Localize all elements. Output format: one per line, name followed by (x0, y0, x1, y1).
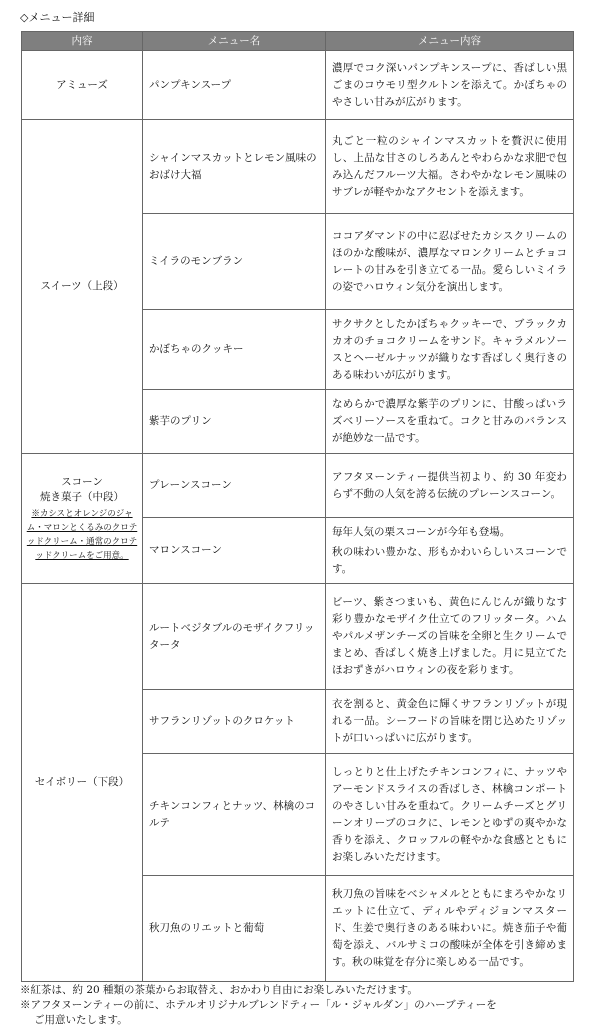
menu-name: 紫芋のプリン (143, 390, 326, 454)
column-header-menu-description: メニュー内容 (326, 32, 574, 51)
menu-name: パンプキンスープ (143, 51, 326, 120)
menu-description: ココアダマンドの中に忍ばせたカシスクリームのほのかな酸味が、濃厚なマロンクリームとチョコレートの甘みを引き立てる一品。愛らしいミイラの姿でハロウィン気分を演出します。 (326, 214, 574, 310)
table-row (22, 584, 574, 690)
menu-name: チキンコンフィとナッツ、林檎のコルテ (143, 754, 326, 876)
menu-description: しっとりと仕上げたチキンコンフィに、ナッツやアーモンドスライスの香ばしさ、林檎コンポートのやさしい甘みを重ねて。クリームチーズとグリーンオリーブのコクに、レモンとゆずの爽やかな香りを添え、クロッフルの軽やかな食感とともにお楽しみいただけます。 (326, 754, 574, 876)
menu-name: サフランリゾットのクロケット (143, 690, 326, 754)
table-row (22, 120, 574, 214)
footnote-tea: ※紅茶は、約 20 種類の茶葉からお取替え、おかわり自由にお楽しみいただけます。 (20, 984, 418, 996)
footnote-herbal-tea: ※アフタヌーンティーの前に、ホテルオリジナルブレンドティー「ル・ジャルダン」のハーブティーを (20, 999, 497, 1011)
category-scones (22, 454, 143, 584)
category-savory: セイボリー（下段） (22, 584, 143, 982)
category-sweets: スイーツ（上段） (22, 120, 143, 454)
menu-description: 丸ごと一粒のシャインマスカットを贅沢に使用し、上品な甘さのしろあんとやわらかな求肥で包み込んだフルーツ大福。さわやかなレモン風味のサブレが軽やかなアクセントを添えます。 (326, 120, 574, 214)
category-amuse: アミューズ (22, 51, 143, 120)
menu-name: プレーンスコーン (143, 454, 326, 518)
menu-description-line: 毎年人気の栗スコーンが今年も登場。 (332, 525, 511, 538)
menu-detail-table (21, 31, 574, 982)
menu-name: ルートベジタブルのモザイクフリッタータ (143, 584, 326, 690)
menu-name: 秋刀魚のリエットと葡萄 (143, 876, 326, 982)
menu-description: ビーツ、紫さつまいも、黄色にんじんが織りなす彩り豊かなモザイク仕立てのフリッタータ。ハムやパルメザンチーズの旨味を全卵と生クリームでまとめ、香ばしく焼き上げました。月に見立てたほおずきがハロウィンの夜を彩ります。 (326, 584, 574, 690)
category-scones-line1: スコーン (61, 475, 103, 488)
table-row (22, 454, 574, 518)
column-header-menu-name: メニュー名 (143, 32, 326, 51)
table-row (22, 51, 574, 120)
table-header-row (22, 32, 574, 51)
page-heading: ◇メニュー詳細 (20, 11, 95, 24)
menu-name: シャインマスカットとレモン風味のおばけ大福 (143, 120, 326, 214)
menu-description (326, 518, 574, 584)
menu-description-line: 秋の味わい豊かな、形もかわいらしいスコーンです。 (332, 545, 567, 575)
category-scones-line2: 焼き菓子（中段） (40, 490, 124, 503)
menu-description: 衣を割ると、黄金色に輝くサフランリゾットが現れる一品。シーフードの旨味を閉じ込めたリゾットが口いっぱいに広がります。 (326, 690, 574, 754)
menu-name: かぼちゃのクッキー (143, 310, 326, 390)
category-scones-note: ※カシスとオレンジのジャム・マロンとくるみのクロテッドクリーム・通常のクロテッドクリームをご用意。 (26, 508, 138, 561)
menu-description: アフタヌーンティー提供当初より、約 30 年変わらず不動の人気を誇る伝統のプレーンスコーン。 (326, 454, 574, 518)
menu-description: 秋刀魚の旨味をベシャメルとともにまろやかなリエットに仕立て、ディルやディジョンマスタード、生姜で奥行きのある味わいに。焼き茄子や葡萄を添え、バルサミコの酸味が全体を引き締めます。秋の味覚を存分に楽しめる一品です。 (326, 876, 574, 982)
footnote-herbal-tea-cont: ご用意いたします。 (34, 1014, 128, 1026)
menu-name: マロンスコーン (143, 518, 326, 584)
column-header-content: 内容 (22, 32, 143, 51)
menu-description: 濃厚でコク深いパンプキンスープに、香ばしい黒ごまのコウモリ型クルトンを添えて。かぼちゃのやさしい甘みが広がります。 (326, 51, 574, 120)
menu-description: なめらかで濃厚な紫芋のプリンに、甘酸っぱいラズベリーソースを重ねて。コクと甘みのバランスが絶妙な一品です。 (326, 390, 574, 454)
menu-name: ミイラのモンブラン (143, 214, 326, 310)
menu-description: サクサクとしたかぼちゃクッキーで、ブラックカカオのチョコクリームをサンド。キャラメルソースとヘーゼルナッツが織りなす香ばしく奥行きのある味わいが広がります。 (326, 310, 574, 390)
footnotes (20, 983, 590, 1028)
